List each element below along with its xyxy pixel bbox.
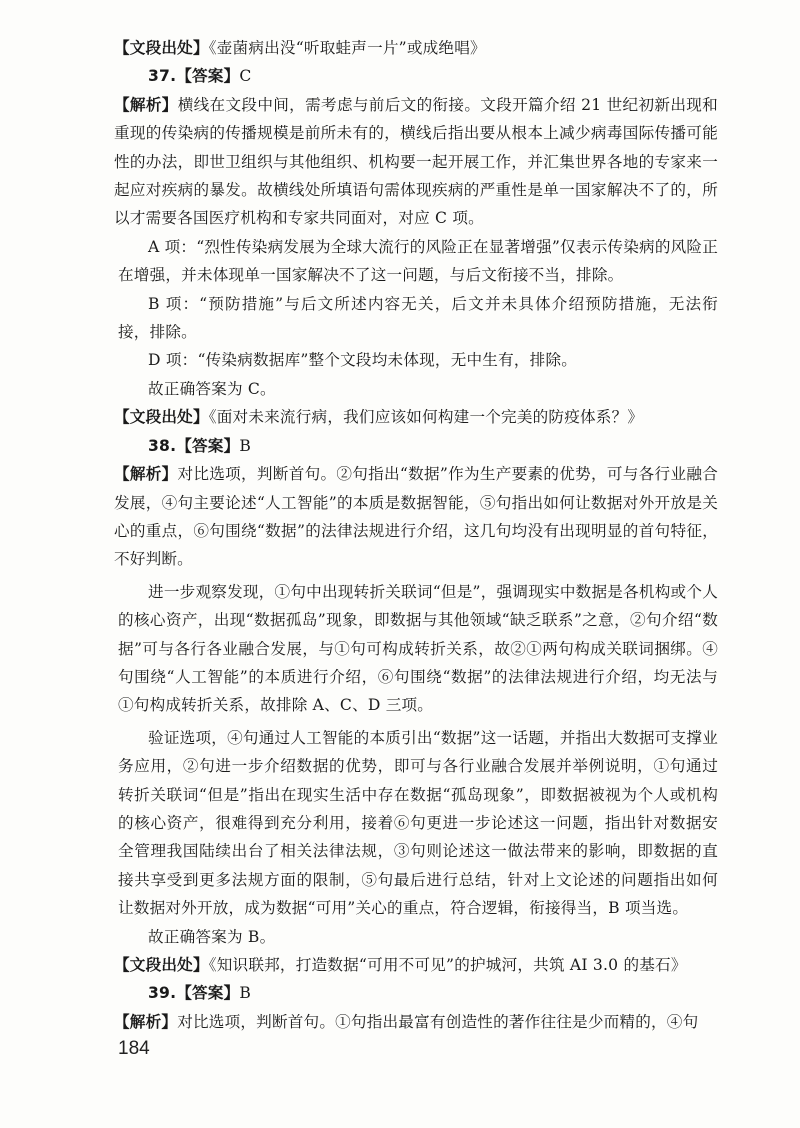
- source-text: 《知识联邦，打造数据“可用不可见”的护城河，共筑 AI 3.0 的基石》: [208, 956, 687, 974]
- option-b-37: B 项：“预防措施”与后文所述内容无关，后文并未具体介绍预防措施，无法衔接，排除。: [118, 294, 718, 342]
- analysis-39: [114, 1008, 718, 1036]
- answer-label: 37.【答案】: [148, 67, 240, 86]
- answer-39: [118, 979, 718, 1007]
- option-a-37: A 项：“烈性传染病发展为全球大流行的风险正在显著增强”仅表示传染病的风险正在增强，并未体现单一国家解决不了这一问题，与后文衔接不当，排除。: [118, 237, 718, 285]
- answer-37: [118, 62, 718, 90]
- source-label: 【文段出处】: [114, 408, 209, 427]
- conclusion-37: 故正确答案为 C。: [148, 379, 276, 398]
- source-38: [114, 403, 718, 431]
- answer-label: 38.【答案】: [148, 436, 240, 455]
- verification-38: 验证选项，④句通过人工智能的本质引出“数据”这一话题，并指出大数据可支撑业务应用，②句进一步介绍数据的优势，即可与各行业融合发展并举例说明，①句通过转折关联词“但是”指出在现实生活中存在数据“孤岛现象”，即数据被视为个人或机构的核心资产，很难得到充分利用，接着⑥句更进一步论述这一问题，指出针对数据安全管理我国陆续出台了相关法律法规，③句则论述这一做法带来的影响，即数据的直接共享受到更多法规方面的限制，⑤句最后进行总结，针对上文论述的问题指出如何让数据对外开放，成为数据“可用”关心的重点，符合逻辑，衔接得当，B 项当选。: [118, 728, 718, 918]
- option-d-37: D 项：“传染病数据库”整个文段均未体现，无中生有，排除。: [148, 351, 578, 370]
- answer-value: B: [239, 436, 252, 455]
- answer-value: B: [239, 984, 252, 1003]
- page-number: 184: [118, 1038, 150, 1059]
- conclusion-38: 故正确答案为 B。: [148, 927, 276, 946]
- source-37: [114, 34, 718, 62]
- analysis-37: [114, 91, 718, 233]
- analysis-text: 对比选项，判断首句。①句指出最富有创造性的著作往往是少而精的，④句: [177, 1012, 699, 1031]
- source-label: 【文段出处】: [114, 956, 209, 974]
- analysis-text: 对比选项，判断首句。②句指出“数据”作为生产要素的优势，可与各行业融合发展，④句主要论述“人工智能”的本质是数据智能，⑤句指出如何让数据对外开放是关心的重点，⑥句围绕“数据”的法律法规进行介绍，这几句均没有出现明显的首句特征，不好判断。: [114, 465, 718, 569]
- analysis-label: 【解析】: [114, 1012, 178, 1031]
- source-39: [114, 951, 718, 979]
- source-text: 《壶菌病出没“听取蛙声一片”或成绝唱》: [208, 39, 486, 57]
- observation-38: 进一步观察发现，①句中出现转折关联词“但是”，强调现实中数据是各机构或个人的核心资产，出现“数据孤岛”现象，即数据与其他领域“缺乏联系”之意，②句介绍“数据”可与各行各业融合发展，与①句可构成转折关系，故②①两句构成关联词捆绑。④句围绕“人工智能”的本质进行介绍，⑥句围绕“数据”的法律法规进行介绍，均无法与①句构成转折关系，故排除 A、C、D 三项。: [118, 582, 718, 715]
- analysis-text: 横线在文段中间，需考虑与前后文的衔接。文段开篇介绍 21 世纪初新出现和重现的传染病的传播规模是前所未有的，横线后指出要从根本上减少病毒国际传播可能性的办法，即世卫组织与其他组织、机构要一起开展工作，并汇集世界各地的专家来一起应对疾病的暴发。故横线处所填语句需体现疾病的严重性是单一国家解决不了的，所以才需要各国医疗机构和专家共同面对，对应 C 项。: [114, 95, 718, 228]
- answer-value: C: [239, 67, 252, 86]
- analysis-38: [114, 460, 718, 574]
- answer-38: [118, 432, 718, 460]
- analysis-label: 【解析】: [114, 465, 178, 484]
- answer-label: 39.【答案】: [148, 984, 240, 1003]
- source-label: 【文段出处】: [114, 39, 209, 57]
- analysis-label: 【解析】: [114, 95, 178, 114]
- source-text: 《面对未来流行病，我们应该如何构建一个完美的防疫体系？》: [208, 408, 644, 427]
- page-body: [114, 34, 718, 1036]
